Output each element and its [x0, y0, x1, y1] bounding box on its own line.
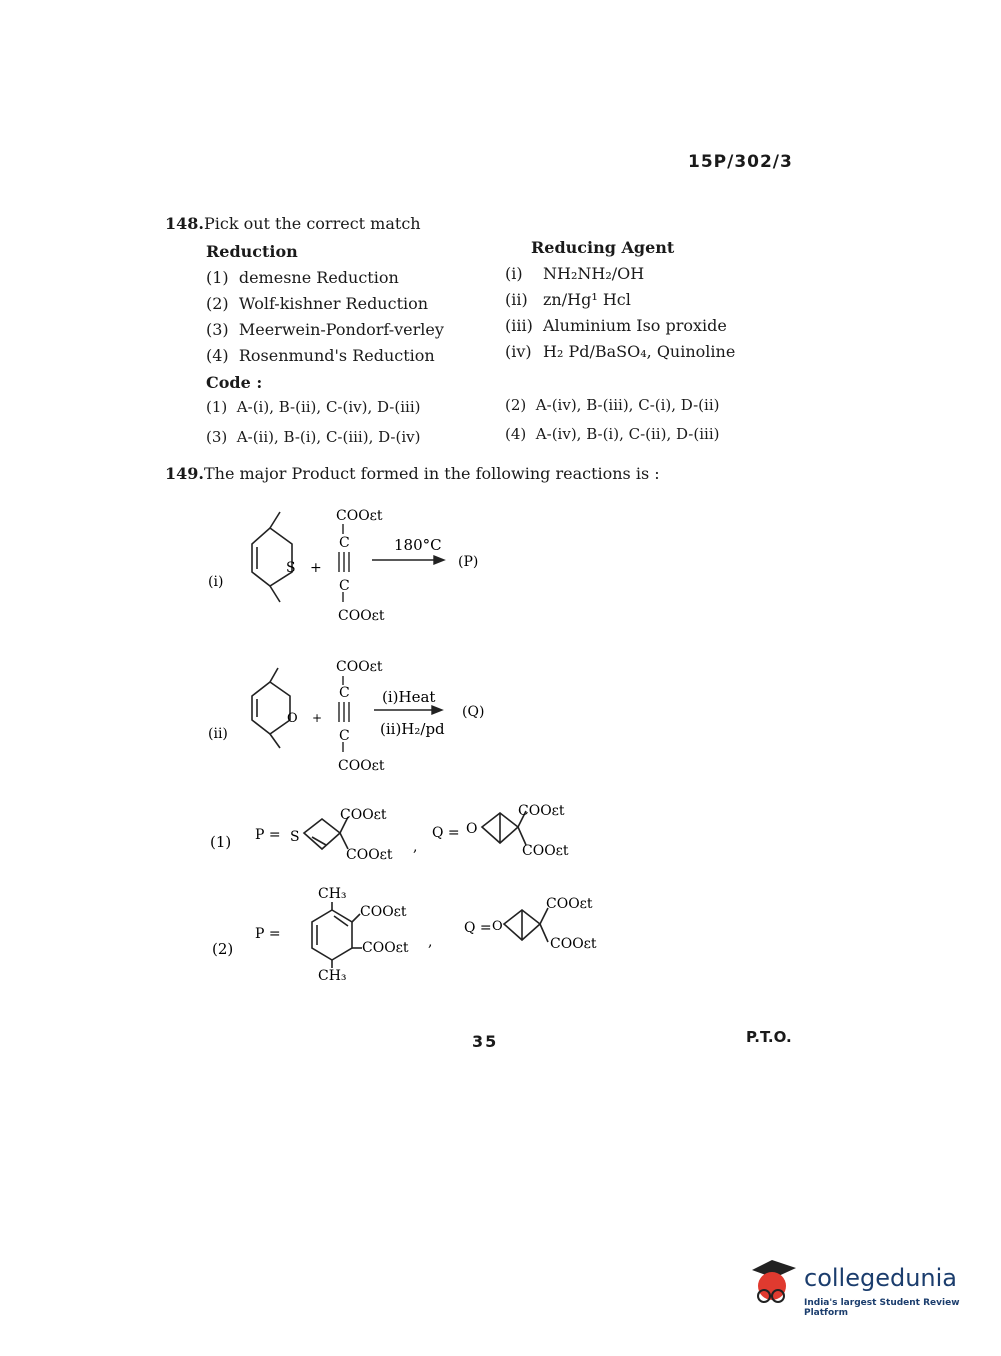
reaction-i-diagram — [200, 500, 520, 630]
page-number: 35 — [472, 1032, 499, 1051]
methyl-group: CH₃ — [318, 968, 347, 984]
question-number: 149. — [165, 464, 204, 483]
answer-option[interactable]: (2) A-(iv), B-(iii), C-(i), D-(ii) — [505, 396, 720, 414]
reaction-label: (i) — [208, 574, 224, 590]
methyl-group: CH₃ — [318, 886, 347, 902]
hetero-atom: O — [492, 919, 503, 934]
answer-option[interactable]: (4) A-(iv), B-(i), C-(ii), D-(iii) — [505, 425, 720, 443]
bicyclic-structure — [504, 908, 548, 942]
product-q-label: Q = — [464, 920, 492, 936]
question-text: Pick out the correct match — [203, 214, 421, 233]
product-p-label: P = — [255, 926, 281, 942]
alkyne-bottom-group: COOεt — [338, 608, 385, 624]
substituent: COOεt — [550, 936, 597, 952]
product-p-label: P = — [255, 827, 281, 843]
substituent: COOεt — [346, 847, 393, 863]
hetero-atom: S — [290, 829, 300, 845]
plus-sign: + — [310, 560, 322, 576]
alkyne-carbon: C — [339, 685, 350, 701]
benzene-ring — [312, 902, 362, 968]
substituent: COOεt — [362, 940, 409, 956]
alkyne-carbon: C — [339, 728, 350, 744]
question-148 — [165, 214, 421, 233]
product-label: (P) — [458, 554, 479, 570]
brand-tagline: India's largest Student Review Platform — [804, 1298, 960, 1318]
column-header-agent: Reducing Agent — [531, 238, 675, 257]
reaction-condition: (ii)H₂/pd — [380, 720, 445, 738]
reaction-ii-diagram — [200, 650, 520, 780]
alkyne-carbon: C — [339, 535, 350, 551]
substituent: COOεt — [340, 807, 387, 823]
answer-option[interactable]: (1) A-(i), B-(ii), C-(iv), D-(iii) — [206, 398, 421, 416]
code-label: Code : — [206, 373, 263, 392]
arrow-icon — [372, 556, 444, 564]
substituent: COOεt — [518, 803, 565, 819]
brand-name: collegedunia — [804, 1264, 958, 1292]
answer-option[interactable]: (3) A-(ii), B-(i), C-(iii), D-(iv) — [206, 428, 421, 446]
right-item: (i) NH₂NH₂/OH — [505, 264, 645, 283]
hetero-atom: O — [466, 821, 478, 837]
column-header-reduction: Reduction — [206, 242, 298, 261]
right-item: (iii) Aluminium Iso proxide — [505, 316, 727, 335]
product-q-label: Q = — [432, 825, 460, 841]
alkyne-top-group: COOεt — [336, 659, 383, 675]
reaction-label: (ii) — [208, 726, 228, 742]
furan-ring — [252, 668, 290, 748]
substituent: COOεt — [546, 896, 593, 912]
right-item: (ii) zn/Hg¹ Hcl — [505, 290, 631, 309]
option-number: (2) — [212, 940, 234, 958]
left-item: (3) Meerwein-Pondorf-verley — [206, 320, 444, 339]
svg-text:,: , — [413, 839, 418, 855]
product-label: (Q) — [462, 704, 485, 720]
option-1-diagram[interactable] — [200, 795, 620, 875]
plus-sign: + — [312, 711, 323, 725]
pto-label: P.T.O. — [746, 1028, 792, 1046]
substituent: COOεt — [360, 904, 407, 920]
hetero-atom: O — [287, 711, 298, 726]
paper-code: 15P/302/3 — [688, 152, 793, 172]
hetero-atom: S — [286, 560, 296, 576]
alkyne-bottom-group: COOεt — [338, 758, 385, 774]
left-item: (4) Rosenmund's Reduction — [206, 346, 435, 365]
collegedunia-logo-icon — [742, 1252, 804, 1314]
left-item: (2) Wolf-kishner Reduction — [206, 294, 429, 313]
arrow-icon — [374, 706, 442, 714]
question-149 — [165, 464, 660, 483]
option-number: (1) — [210, 833, 232, 851]
reaction-condition: 180°C — [394, 536, 442, 554]
left-item: (1) demesne Reduction — [206, 268, 399, 287]
svg-text:,: , — [428, 934, 433, 950]
right-item: (iv) H₂ Pd/BaSO₄, Quinoline — [505, 342, 736, 361]
option-2-diagram[interactable] — [200, 880, 620, 990]
reaction-condition: (i)Heat — [382, 688, 436, 706]
alkyne-top-group: COOεt — [336, 508, 383, 524]
question-text: The major Product formed in the following reactions is : — [203, 464, 660, 483]
substituent: COOεt — [522, 843, 569, 859]
question-number: 148. — [165, 214, 204, 233]
alkyne-carbon: C — [339, 578, 350, 594]
thiophene-ring — [252, 512, 292, 602]
